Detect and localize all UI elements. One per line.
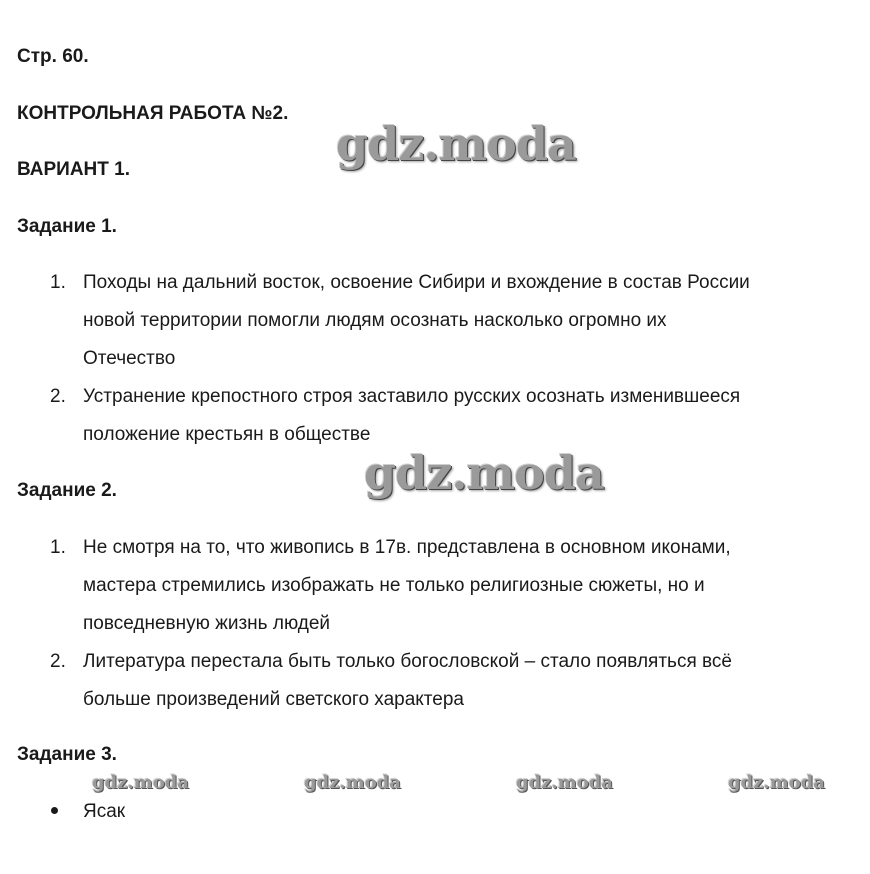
bullet-icon xyxy=(51,807,58,814)
variant-heading: ВАРИАНТ 1. xyxy=(17,159,130,180)
task-3-list xyxy=(0,793,870,831)
list-item xyxy=(0,643,870,719)
item-line: мастера стремились изображать не только религиозные сюжеты, но и xyxy=(83,575,705,596)
item-number: 1. xyxy=(50,537,66,558)
item-number: 1. xyxy=(50,272,66,293)
item-text xyxy=(83,643,863,719)
watermark: gdz.moda xyxy=(728,772,825,793)
item-text xyxy=(83,793,863,831)
item-line: Походы на дальний восток, освоение Сибири и вхождение в состав России xyxy=(83,272,750,293)
task-3-title: Задание 3. xyxy=(17,744,117,765)
watermark: gdz.moda xyxy=(92,772,189,793)
task-1-title: Задание 1. xyxy=(17,216,117,237)
test-title: КОНТРОЛЬНАЯ РАБОТА №2. xyxy=(17,103,289,124)
item-line: Литература перестала быть только богословской – стало появляться всё xyxy=(83,651,732,672)
item-text xyxy=(83,264,863,378)
item-text xyxy=(83,529,863,643)
watermark: gdz.moda xyxy=(364,446,604,500)
item-line: положение крестьян в обществе xyxy=(83,424,371,445)
item-line: новой территории помогли людям осознать насколько огромно их xyxy=(83,310,667,331)
list-item xyxy=(0,529,870,643)
task-2-title: Задание 2. xyxy=(17,480,117,501)
item-line: Не смотря на то, что живопись в 17в. представлена в основном иконами, xyxy=(83,537,731,558)
watermark: gdz.moda xyxy=(516,772,613,793)
item-number: 2. xyxy=(50,386,66,407)
list-item xyxy=(0,378,870,454)
list-item xyxy=(0,793,870,831)
task-2-list xyxy=(0,529,870,719)
watermark: gdz.moda xyxy=(336,117,576,171)
task-1-list xyxy=(0,264,870,454)
item-line: Ясак xyxy=(83,801,126,822)
watermark: gdz.moda xyxy=(304,772,401,793)
item-text xyxy=(83,378,863,454)
item-line: повседневную жизнь людей xyxy=(83,613,331,634)
item-line: Отечество xyxy=(83,348,176,369)
item-line: Устранение крепостного строя заставило русских осознать изменившееся xyxy=(83,386,741,407)
item-number: 2. xyxy=(50,651,66,672)
list-item xyxy=(0,264,870,378)
page-label: Стр. 60. xyxy=(17,46,89,67)
item-line: больше произведений светского характера xyxy=(83,689,464,710)
